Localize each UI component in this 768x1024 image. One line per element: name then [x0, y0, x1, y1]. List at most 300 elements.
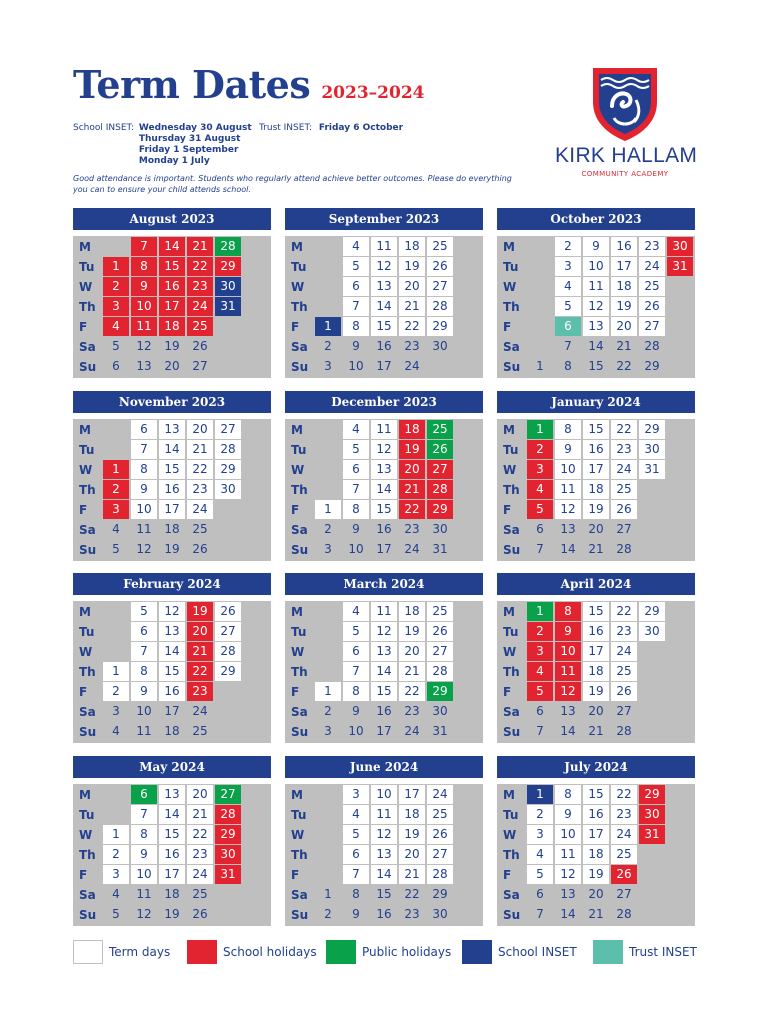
weekday-label: M: [291, 605, 303, 619]
weekday-label: Th: [503, 300, 520, 314]
calendar-day: 12: [371, 440, 397, 459]
calendar-day: 26: [427, 622, 453, 641]
calendar-day: 21: [187, 805, 213, 824]
calendar-day: 24: [427, 785, 453, 804]
calendar-day: 25: [192, 887, 208, 901]
calendar-day: 19: [164, 339, 180, 353]
calendar-day: 21: [588, 542, 604, 556]
calendar-day: 10: [555, 642, 581, 661]
calendar-day: 30: [432, 907, 448, 921]
weekday-label: W: [503, 828, 517, 842]
calendar-day: 29: [427, 682, 453, 701]
calendar-day: 6: [343, 460, 369, 479]
calendar-day: 7: [564, 339, 572, 353]
calendar-day: 14: [560, 907, 576, 921]
calendar-day: 4: [343, 237, 369, 256]
calendar-day: 6: [131, 785, 157, 804]
weekday-label: Tu: [291, 808, 307, 822]
weekday-label: W: [291, 463, 305, 477]
calendar-day: 7: [131, 805, 157, 824]
calendar-day: 15: [371, 682, 397, 701]
calendar-day: 21: [399, 480, 425, 499]
weekday-label: F: [291, 685, 300, 699]
calendar-day: 2: [103, 480, 129, 499]
calendar-day: 25: [427, 237, 453, 256]
calendar-day: 3: [527, 825, 553, 844]
weekday-label: Th: [79, 848, 96, 862]
weekday-label: Tu: [503, 260, 519, 274]
month-panel: [497, 208, 695, 378]
calendar-day: 8: [131, 825, 157, 844]
calendar-day: 19: [399, 622, 425, 641]
calendar-day: 16: [376, 907, 392, 921]
calendar-day: 7: [536, 724, 544, 738]
calendar-day: 28: [427, 662, 453, 681]
calendar-day: 2: [103, 682, 129, 701]
weekday-label: Su: [291, 725, 309, 739]
month-header: May 2024: [73, 756, 271, 778]
month-grid: [497, 236, 695, 378]
calendar-day: 12: [555, 500, 581, 519]
calendar-day: 2: [527, 440, 553, 459]
calendar-day: 25: [192, 724, 208, 738]
month-header: February 2024: [73, 573, 271, 595]
calendar-day: 11: [555, 662, 581, 681]
calendar-day: 28: [427, 480, 453, 499]
weekday-label: Tu: [79, 625, 95, 639]
calendar-day: 9: [352, 704, 360, 718]
academic-year: 2023–2024: [321, 83, 425, 103]
calendar-day: 20: [588, 704, 604, 718]
calendar-day: 17: [583, 460, 609, 479]
weekday-label: Th: [503, 848, 520, 862]
calendar-day: 27: [427, 277, 453, 296]
calendar-day: 7: [343, 865, 369, 884]
calendar-day: 13: [371, 845, 397, 864]
weekday-label: F: [503, 685, 512, 699]
calendar-day: 20: [399, 460, 425, 479]
calendar-day: 12: [136, 907, 152, 921]
calendar-day: 15: [588, 359, 604, 373]
month-grid: [285, 236, 483, 378]
weekday-label: F: [291, 320, 300, 334]
calendar-day: 1: [103, 662, 129, 681]
calendar-day: 14: [371, 865, 397, 884]
calendar-day: 21: [399, 662, 425, 681]
calendar-day: 19: [187, 602, 213, 621]
calendar-day: 3: [112, 704, 120, 718]
calendar-day: 21: [187, 642, 213, 661]
calendar-day: 16: [376, 522, 392, 536]
calendar-day: 5: [112, 339, 120, 353]
calendar-day: 22: [187, 460, 213, 479]
calendar-day: 17: [376, 542, 392, 556]
calendar-day: 22: [399, 317, 425, 336]
calendar-day: 12: [555, 865, 581, 884]
calendar-day: 27: [215, 785, 241, 804]
calendar-day: 22: [616, 359, 632, 373]
calendar-day: 27: [427, 845, 453, 864]
calendar-day: 4: [112, 522, 120, 536]
calendar-day: 15: [371, 500, 397, 519]
calendar-day: 16: [611, 237, 637, 256]
calendar-day: 8: [343, 317, 369, 336]
month-header: March 2024: [285, 573, 483, 595]
weekday-label: F: [79, 685, 88, 699]
calendar-day: 23: [611, 440, 637, 459]
legend-swatch: [462, 940, 492, 964]
weekday-label: M: [503, 605, 515, 619]
calendar-day: 19: [583, 682, 609, 701]
weekday-label: M: [291, 788, 303, 802]
calendar-day: 5: [343, 440, 369, 459]
calendar-day: 20: [399, 277, 425, 296]
calendar-day: 5: [112, 542, 120, 556]
weekday-label: W: [79, 828, 93, 842]
trust-inset-info: [259, 123, 403, 134]
calendar-day: 13: [560, 522, 576, 536]
calendar-day: 1: [315, 682, 341, 701]
calendar-day: 5: [527, 682, 553, 701]
calendar-day: 1: [324, 887, 332, 901]
month-panel: [73, 391, 271, 561]
calendar-day: 14: [159, 642, 185, 661]
calendar-day: 1: [103, 460, 129, 479]
calendar-day: 31: [215, 865, 241, 884]
calendar-day: 10: [136, 704, 152, 718]
calendar-day: 3: [324, 542, 332, 556]
calendar-day: 4: [527, 480, 553, 499]
month-header: September 2023: [285, 208, 483, 230]
school-inset-date: Monday 1 July: [138, 156, 210, 166]
weekday-label: Th: [291, 483, 308, 497]
calendar-day: 22: [611, 785, 637, 804]
calendar-day: 4: [343, 420, 369, 439]
calendar-day: 7: [536, 542, 544, 556]
calendar-day: 6: [112, 359, 120, 373]
calendar-day: 2: [103, 277, 129, 296]
weekday-label: M: [79, 240, 91, 254]
calendar-day: 1: [527, 420, 553, 439]
calendar-day: 30: [432, 704, 448, 718]
calendar-day: 26: [611, 500, 637, 519]
month-panel: [497, 573, 695, 743]
school-logo: [555, 66, 698, 181]
calendar-day: 9: [352, 522, 360, 536]
weekday-label: F: [503, 503, 512, 517]
calendar-day: 16: [583, 805, 609, 824]
weekday-label: M: [503, 788, 515, 802]
trust-inset-date: Friday 6 October: [318, 123, 404, 133]
calendar-day: 25: [611, 845, 637, 864]
calendar-day: 4: [555, 277, 581, 296]
weekday-label: F: [79, 320, 88, 334]
calendar-day: 31: [639, 460, 665, 479]
calendar-day: 29: [639, 420, 665, 439]
calendar-day: 1: [527, 602, 553, 621]
calendar-day: 28: [616, 907, 632, 921]
calendar-day: 25: [427, 805, 453, 824]
calendar-day: 14: [560, 542, 576, 556]
calendar-day: 29: [215, 460, 241, 479]
calendar-day: 5: [112, 907, 120, 921]
weekday-label: Su: [291, 543, 309, 557]
month-grid: [285, 419, 483, 561]
calendar-day: 4: [112, 724, 120, 738]
calendar-day: 17: [159, 865, 185, 884]
weekday-label: F: [79, 503, 88, 517]
calendar-day: 11: [136, 887, 152, 901]
calendar-day: 24: [187, 865, 213, 884]
calendar-day: 13: [136, 359, 152, 373]
month-grid: [285, 601, 483, 743]
weekday-label: M: [79, 605, 91, 619]
calendar-day: 18: [399, 237, 425, 256]
calendar-day: 12: [136, 542, 152, 556]
calendar-day: 25: [611, 480, 637, 499]
calendar-day: 16: [583, 622, 609, 641]
calendar-day: 28: [215, 642, 241, 661]
calendar-day: 30: [215, 277, 241, 296]
weekday-label: M: [291, 423, 303, 437]
calendar-day: 16: [159, 682, 185, 701]
page-title: Term Dates: [73, 62, 311, 107]
calendar-day: 3: [103, 500, 129, 519]
school-inset-dates: [139, 123, 252, 167]
calendar-day: 13: [159, 622, 185, 641]
weekday-label: Su: [79, 360, 97, 374]
calendar-day: 30: [667, 237, 693, 256]
calendar-day: 26: [611, 865, 637, 884]
calendar-day: 5: [527, 865, 553, 884]
calendar-day: 16: [376, 339, 392, 353]
calendar-day: 4: [112, 887, 120, 901]
calendar-day: 1: [315, 317, 341, 336]
calendar-day: 1: [103, 825, 129, 844]
weekday-label: Sa: [291, 705, 308, 719]
calendar-day: 14: [159, 805, 185, 824]
calendar-day: 8: [352, 887, 360, 901]
legend-swatch: [593, 940, 623, 964]
calendar-day: 12: [371, 825, 397, 844]
calendar-day: 13: [159, 785, 185, 804]
calendar-day: 11: [136, 522, 152, 536]
calendar-day: 11: [583, 277, 609, 296]
weekday-label: Tu: [79, 260, 95, 274]
calendar-day: 24: [404, 724, 420, 738]
month-grid: [497, 784, 695, 926]
weekday-label: Su: [291, 908, 309, 922]
attendance-note: Good attendance is important. Students who regularly attend achieve better outcomes. Please do everything you can to ensure your child attends school.: [73, 174, 512, 194]
calendar-day: 31: [432, 542, 448, 556]
calendar-day: 10: [131, 865, 157, 884]
calendar-day: 30: [639, 440, 665, 459]
calendar-day: 20: [399, 845, 425, 864]
calendar-day: 15: [371, 317, 397, 336]
calendar-day: 4: [343, 805, 369, 824]
calendar-day: 21: [399, 865, 425, 884]
month-panel: [497, 756, 695, 926]
calendar-day: 7: [343, 662, 369, 681]
calendar-day: 5: [343, 622, 369, 641]
weekday-label: F: [79, 868, 88, 882]
calendar-day: 28: [215, 440, 241, 459]
title-block: [73, 62, 424, 107]
calendar-day: 24: [404, 359, 420, 373]
calendar-day: 21: [588, 724, 604, 738]
weekday-label: Sa: [291, 523, 308, 537]
calendar-day: 18: [399, 420, 425, 439]
calendar-day: 20: [164, 359, 180, 373]
legend-label: Term days: [109, 945, 171, 959]
calendar-day: 20: [588, 522, 604, 536]
school-inset-label: School INSET:: [73, 123, 135, 133]
calendar-day: 23: [404, 522, 420, 536]
calendar-day: 17: [159, 297, 185, 316]
calendar-day: 19: [164, 907, 180, 921]
calendar-day: 14: [371, 662, 397, 681]
weekday-label: Th: [291, 848, 308, 862]
calendar-day: 27: [427, 460, 453, 479]
school-name: KIRK HALLAM: [555, 144, 698, 167]
weekday-label: Su: [503, 725, 521, 739]
calendar-day: 22: [399, 682, 425, 701]
calendar-day: 12: [555, 682, 581, 701]
calendar-day: 27: [215, 622, 241, 641]
calendar-day: 11: [371, 237, 397, 256]
calendar-day: 13: [560, 704, 576, 718]
calendar-day: 12: [371, 257, 397, 276]
calendar-day: 25: [192, 522, 208, 536]
calendar-day: 23: [611, 805, 637, 824]
calendar-day: 28: [616, 724, 632, 738]
calendar-day: 25: [639, 277, 665, 296]
calendar-day: 24: [192, 704, 208, 718]
calendar-day: 6: [536, 522, 544, 536]
calendar-day: 23: [187, 480, 213, 499]
calendar-day: 26: [192, 542, 208, 556]
calendar-day: 7: [343, 297, 369, 316]
calendar-day: 31: [667, 257, 693, 276]
calendar-day: 27: [616, 522, 632, 536]
calendar-day: 5: [555, 297, 581, 316]
calendar-day: 20: [187, 622, 213, 641]
calendar-day: 12: [371, 622, 397, 641]
calendar-day: 29: [639, 785, 665, 804]
calendar-day: 1: [536, 359, 544, 373]
calendar-day: 11: [555, 845, 581, 864]
calendar-day: 2: [527, 622, 553, 641]
calendar-day: 14: [159, 237, 185, 256]
calendar-day: 26: [639, 297, 665, 316]
weekday-label: M: [79, 423, 91, 437]
calendar-day: 15: [159, 460, 185, 479]
school-subtitle: COMMUNITY ACADEMY: [581, 170, 669, 178]
calendar-day: 27: [616, 887, 632, 901]
weekday-label: Sa: [79, 705, 96, 719]
calendar-day: 9: [352, 339, 360, 353]
calendar-day: 22: [611, 602, 637, 621]
calendar-day: 23: [611, 622, 637, 641]
calendar-day: 23: [404, 339, 420, 353]
calendar-day: 29: [432, 887, 448, 901]
weekday-label: Su: [503, 543, 521, 557]
calendar-day: 14: [371, 480, 397, 499]
calendar-day: 8: [555, 785, 581, 804]
weekday-label: Tu: [291, 625, 307, 639]
weekday-label: F: [291, 868, 300, 882]
calendar-day: 9: [555, 622, 581, 641]
school-inset-date: Thursday 31 August: [138, 134, 241, 144]
calendar-day: 18: [399, 805, 425, 824]
calendar-day: 17: [583, 825, 609, 844]
calendar-day: 11: [136, 724, 152, 738]
calendar-day: 22: [404, 887, 420, 901]
calendar-day: 24: [639, 257, 665, 276]
calendar-day: 10: [555, 460, 581, 479]
weekday-label: Tu: [503, 443, 519, 457]
weekday-label: M: [503, 240, 515, 254]
calendar-day: 11: [131, 317, 157, 336]
calendar-day: 19: [583, 500, 609, 519]
legend-label: Public holidays: [362, 945, 452, 959]
month-header: October 2023: [497, 208, 695, 230]
calendar-day: 27: [215, 420, 241, 439]
calendar-day: 18: [399, 602, 425, 621]
calendar-day: 19: [399, 440, 425, 459]
calendar-day: 5: [343, 825, 369, 844]
month-header: June 2024: [285, 756, 483, 778]
calendar-day: 22: [187, 825, 213, 844]
calendar-day: 10: [131, 297, 157, 316]
weekday-label: W: [503, 645, 517, 659]
calendar-day: 19: [583, 865, 609, 884]
calendar-day: 15: [583, 602, 609, 621]
calendar-day: 23: [639, 237, 665, 256]
calendar-day: 14: [371, 297, 397, 316]
weekday-label: Su: [79, 543, 97, 557]
calendar-day: 28: [427, 297, 453, 316]
calendar-day: 30: [432, 339, 448, 353]
calendar-day: 27: [192, 359, 208, 373]
calendar-day: 7: [343, 480, 369, 499]
calendar-day: 30: [432, 522, 448, 536]
calendar-day: 24: [611, 642, 637, 661]
calendar-day: 9: [131, 682, 157, 701]
calendar-day: 28: [215, 805, 241, 824]
month-panel: [285, 756, 483, 926]
weekday-label: Th: [291, 300, 308, 314]
calendar-day: 26: [192, 339, 208, 353]
calendar-day: 21: [399, 297, 425, 316]
calendar-day: 9: [555, 805, 581, 824]
month-panel: [73, 208, 271, 378]
weekday-label: Th: [503, 665, 520, 679]
weekday-label: Tu: [291, 260, 307, 274]
calendar-day: 28: [215, 237, 241, 256]
month-grid: [497, 601, 695, 743]
calendar-day: 4: [527, 662, 553, 681]
calendar-day: 8: [343, 682, 369, 701]
month-header: November 2023: [73, 391, 271, 413]
calendar-day: 3: [103, 865, 129, 884]
calendar-day: 3: [324, 359, 332, 373]
calendar-day: 30: [215, 845, 241, 864]
calendar-day: 25: [611, 662, 637, 681]
calendar-day: 17: [399, 785, 425, 804]
calendar-day: 3: [527, 642, 553, 661]
calendar-day: 7: [131, 642, 157, 661]
